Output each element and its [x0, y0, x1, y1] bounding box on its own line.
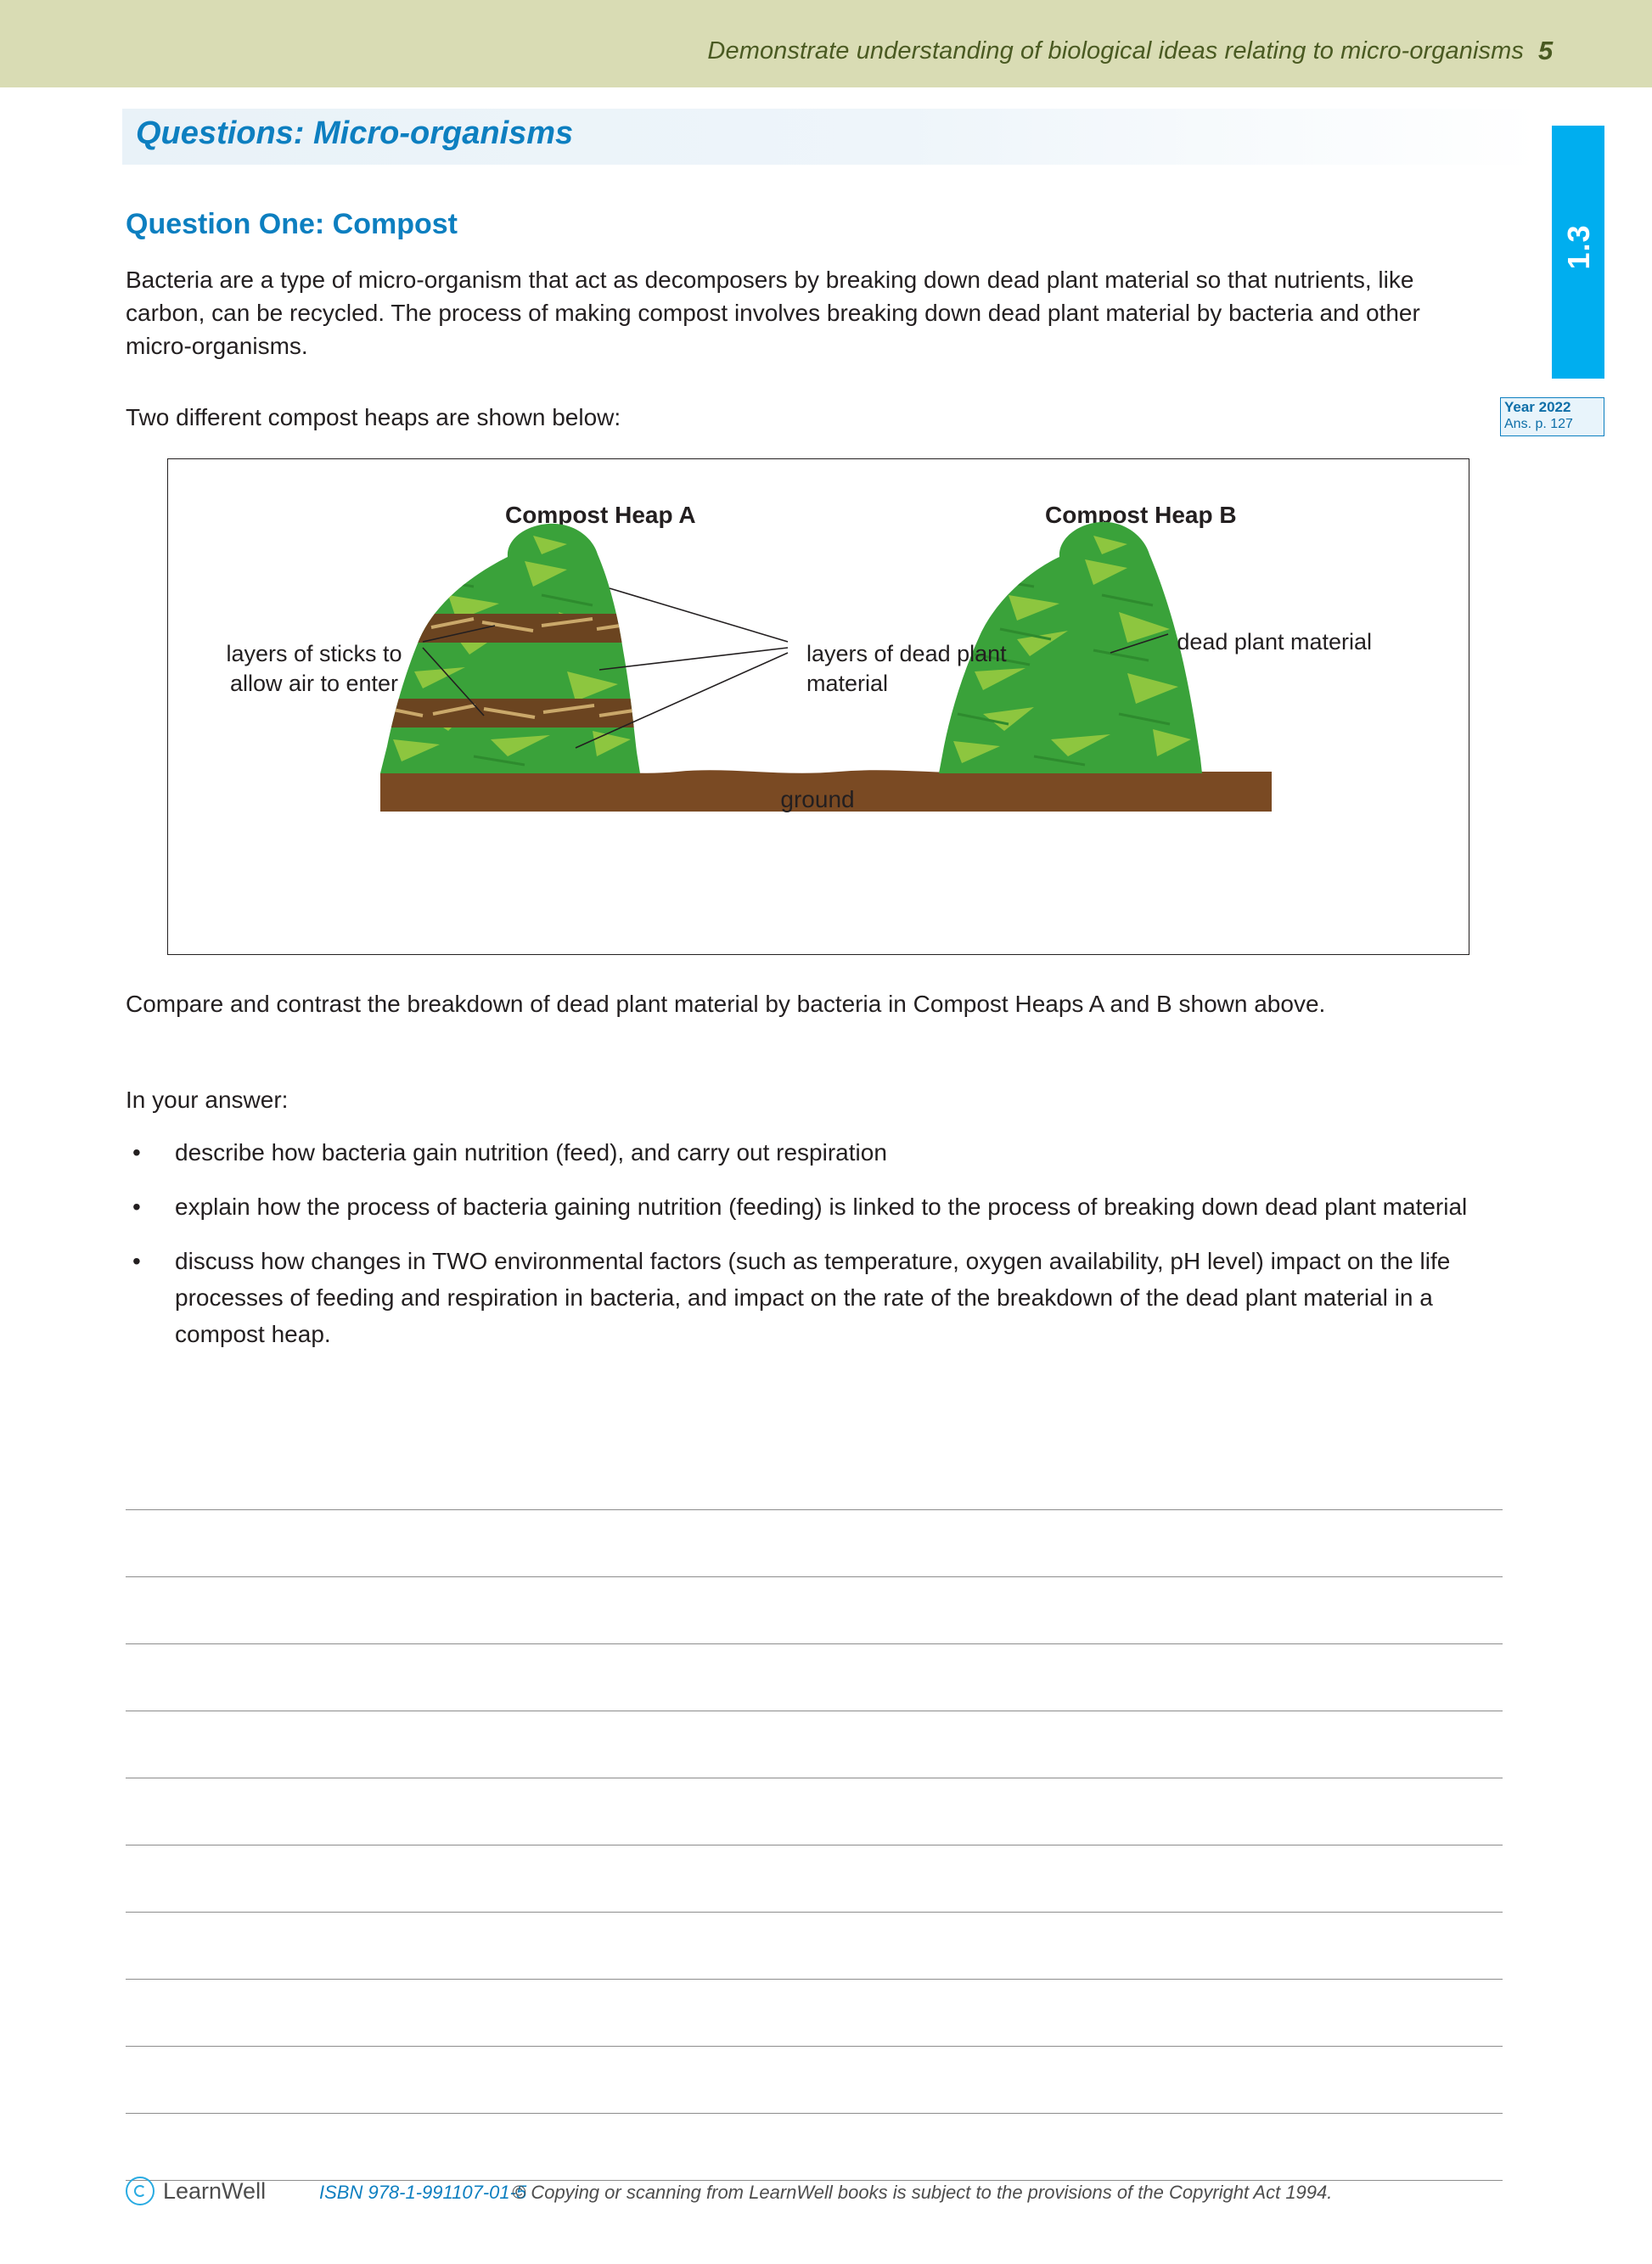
answer-line[interactable]: [126, 2114, 1503, 2181]
list-item-text: explain how the process of bacteria gaining nutrition (feeding) is linked to the process of breaking down dead plant material: [175, 1194, 1468, 1220]
answer-requirements-list: [126, 1134, 1501, 1370]
answer-line[interactable]: [126, 1577, 1503, 1644]
answer-page-label: Ans. p. 127: [1504, 417, 1573, 431]
list-item: [126, 1188, 1501, 1225]
list-item-text: describe how bacteria gain nutrition (feed), and carry out respiration: [175, 1139, 887, 1166]
answer-line[interactable]: [126, 1443, 1503, 1510]
copyright-text: © Copying or scanning from LearnWell books is subject to the provisions of the Copyright Act 1994.: [512, 2182, 1333, 2203]
question-intro-paragraph: Bacteria are a type of micro-organism that act as decomposers by breaking down dead plant material so that nutrients, like carbon, can be recycled. The process of making compost involves breaking down dead plant material by bacteria and other micro-organisms.: [126, 267, 1420, 359]
page-footer: [126, 2175, 1518, 2216]
figure-label-heap-a: Compost Heap A: [505, 502, 696, 528]
year-answer-tag: [1500, 397, 1604, 436]
list-item: [126, 1243, 1501, 1352]
list-item: [126, 1134, 1501, 1171]
in-your-answer-label: In your answer:: [126, 1087, 289, 1113]
learnwell-logo-icon: [126, 2177, 155, 2205]
learnwell-logo-text: LearnWell: [163, 2178, 267, 2204]
page-number: 5: [1538, 36, 1554, 65]
figure-ground-label: ground: [780, 786, 855, 812]
answer-line[interactable]: [126, 2047, 1503, 2114]
answer-write-area[interactable]: [126, 1443, 1503, 2181]
figure-dead-plant-a-label: layers of dead plant material: [806, 641, 1007, 696]
compost-heaps-figure: [167, 458, 1469, 955]
figure-label-heap-b: Compost Heap B: [1045, 502, 1237, 528]
list-item-text: discuss how changes in TWO environmental factors (such as temperature, oxygen availability, pH level) impact on the life processes of feeding and respiration in bacteria, and impact on the rate of the breakdown of the dead plant material in a compost heap.: [175, 1248, 1451, 1347]
bullet-dot: •: [132, 1248, 141, 1274]
answer-line[interactable]: [126, 1711, 1503, 1778]
answer-line[interactable]: [126, 1778, 1503, 1845]
question-heading: Question One: Compost: [126, 208, 458, 240]
answer-line[interactable]: [126, 1913, 1503, 1980]
compare-contrast-paragraph: Compare and contrast the breakdown of dead plant material by bacteria in Compost Heaps A and B shown above.: [126, 991, 1326, 1017]
figure-sticks-label: layers of sticks to allow air to enter: [226, 641, 402, 696]
section-title: Questions: Micro-organisms: [136, 115, 574, 151]
two-heaps-paragraph: Two different compost heaps are shown below:: [126, 404, 621, 430]
year-label: Year 2022: [1504, 399, 1571, 415]
standard-side-tab-label: 1.3: [1561, 224, 1596, 270]
answer-line[interactable]: [126, 1980, 1503, 2047]
running-title: Demonstrate understanding of biological ideas relating to micro-organisms: [707, 37, 1524, 65]
figure-dead-plant-b-label: dead plant material: [1177, 629, 1372, 654]
isbn-text: ISBN 978-1-991107-01-5: [319, 2182, 527, 2203]
answer-line[interactable]: [126, 1845, 1503, 1913]
answer-line[interactable]: [126, 1510, 1503, 1577]
answer-line[interactable]: [126, 1644, 1503, 1711]
bullet-dot: •: [132, 1139, 141, 1166]
compost-heaps-diagram: [168, 459, 1469, 954]
bullet-dot: •: [132, 1194, 141, 1220]
